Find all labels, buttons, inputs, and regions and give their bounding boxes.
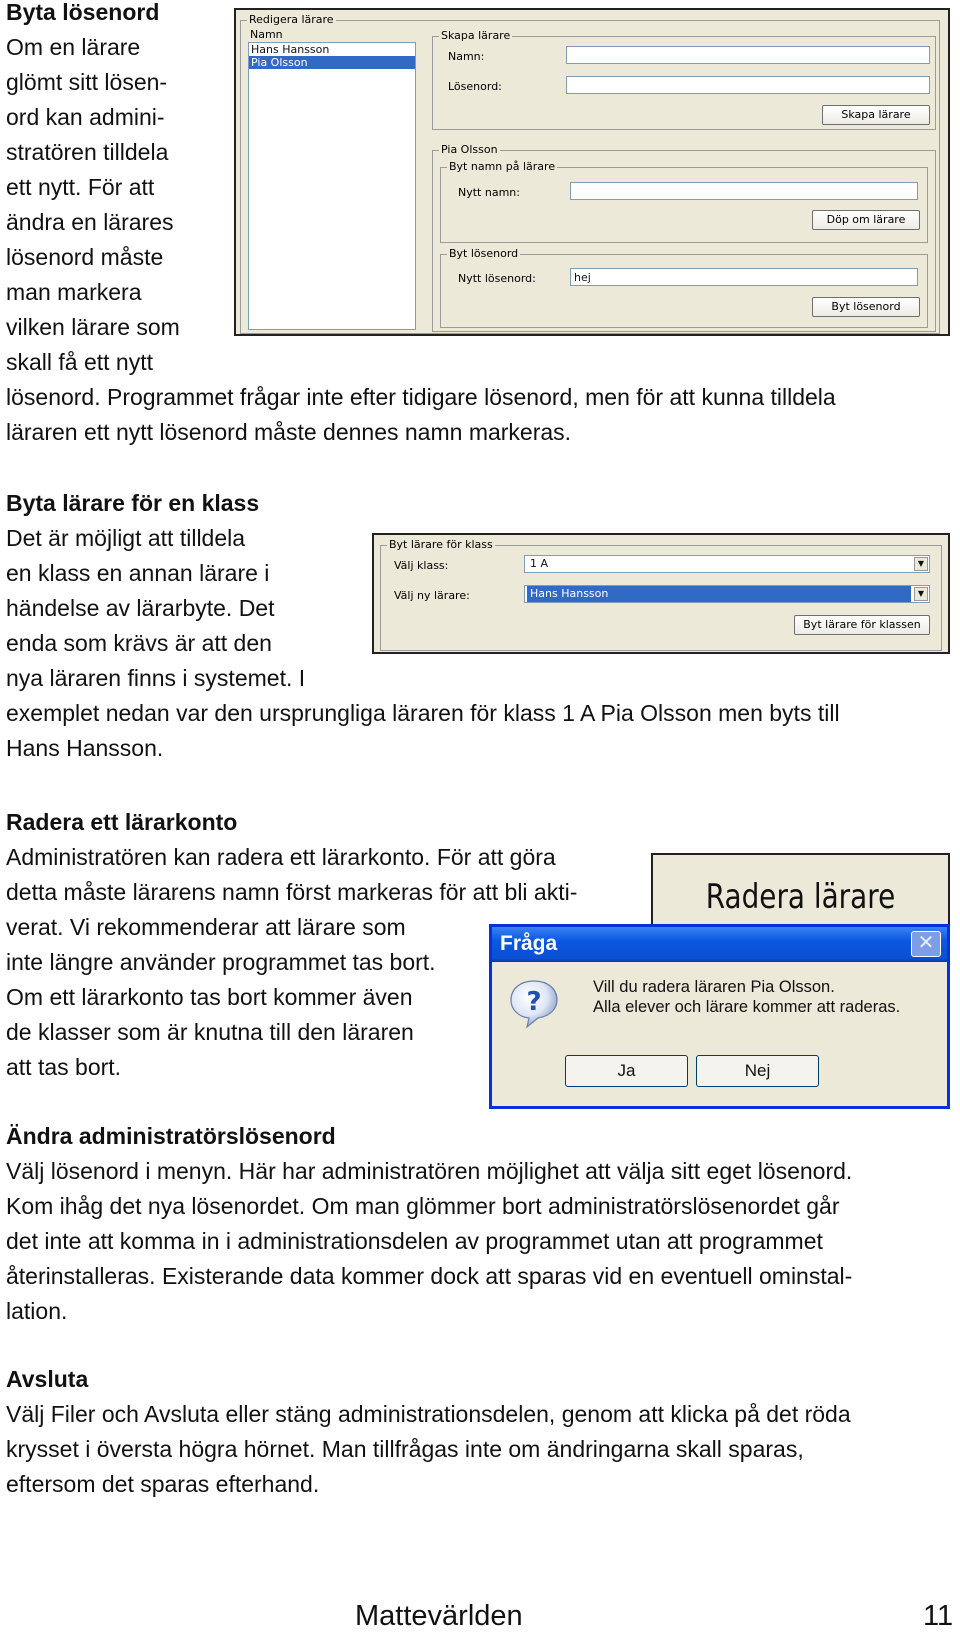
confirm-dialog	[489, 924, 950, 1109]
close-icon[interactable]: ✕	[911, 931, 941, 957]
group-title: Pia Olsson	[441, 143, 498, 156]
dropdown-arrow-icon[interactable]: ▼	[914, 587, 928, 601]
edit-teacher-screenshot	[234, 8, 950, 336]
class-label: Välj klass:	[394, 559, 449, 572]
text-line: lation.	[6, 1298, 68, 1324]
text-line: Det är möjligt att tilldela	[6, 525, 246, 551]
text-line: att tas bort.	[6, 1054, 122, 1080]
text-line: Hans Hansson.	[6, 735, 164, 761]
section-heading: Byta lärare för en klass	[6, 490, 260, 516]
list-item[interactable]: Hans Hansson	[251, 43, 330, 56]
text-line: exemplet nedan var den ursprungliga läraren för klass 1 A Pia Olsson men byts till	[6, 700, 840, 726]
text-line: lösenord måste	[6, 244, 164, 270]
svg-text:?: ?	[526, 987, 542, 1017]
text-line: lösenord. Programmet frågar inte efter tidigare lösenord, men för att kunna tilldela	[6, 384, 836, 410]
text-line: krysset i översta högra hörnet. Man tillfrågas inte om ändringarna skall sparas,	[6, 1436, 804, 1462]
password-field[interactable]	[566, 76, 930, 94]
section-heading: Radera ett lärarkonto	[6, 809, 238, 835]
change-class-teacher-screenshot	[372, 533, 950, 654]
section-body	[6, 1154, 852, 1329]
text-line: detta måste lärarens namn först markeras för att bli akti-	[6, 879, 578, 905]
section-heading: Avsluta	[6, 1366, 89, 1392]
text-line: läraren ett nytt lösenord måste dennes namn markeras.	[6, 419, 572, 445]
rename-button[interactable]: Döp om lärare	[812, 210, 920, 230]
group-title: Byt lösenord	[449, 247, 519, 260]
text-line: nya läraren finns i systemet. I	[6, 665, 306, 691]
class-select[interactable]	[524, 555, 930, 573]
group-title: Redigera lärare	[249, 13, 334, 26]
text-line: ord kan admini-	[6, 104, 165, 130]
text-line: återinstalleras. Existerande data kommer dock att sparas vid en eventuell ominstal-	[6, 1263, 853, 1289]
group-title: Byt namn på lärare	[449, 160, 556, 173]
text-line: Välj Filer och Avsluta eller stäng administrationsdelen, genom att klicka på det röda	[6, 1401, 851, 1427]
teacher-label: Välj ny lärare:	[394, 589, 470, 602]
group-title: Skapa lärare	[441, 29, 511, 42]
delete-teacher-button[interactable]	[651, 853, 950, 935]
text-line: en klass en annan lärare i	[6, 560, 270, 586]
dialog-titlebar[interactable]	[492, 927, 947, 962]
text-line: det inte att komma in i administrationsdelen av programmet utan att programmet	[6, 1228, 823, 1254]
text-line: skall få ett nytt	[6, 349, 154, 375]
text-line: Välj lösenord i menyn. Här har administratören möjlighet att välja sitt eget lösenord.	[6, 1158, 853, 1184]
yes-button[interactable]: Ja	[565, 1055, 688, 1087]
create-teacher-button[interactable]: Skapa lärare	[822, 105, 930, 125]
text-line: inte längre använder programmet tas bort.	[6, 949, 436, 975]
section-heading: Byta lösenord	[6, 0, 160, 25]
change-class-teacher-button[interactable]: Byt lärare för klassen	[794, 615, 930, 635]
delete-teacher-label: Radera lärare	[705, 877, 896, 917]
list-item-selected[interactable]: Pia Olsson	[249, 56, 415, 69]
text-line: man markera	[6, 279, 142, 305]
text-line: Om en lärare	[6, 34, 141, 60]
no-button[interactable]: Nej	[696, 1055, 819, 1087]
footer-brand: Mattevärlden	[355, 1600, 523, 1632]
text-line: Om ett lärarkonto tas bort kommer även	[6, 984, 413, 1010]
text-line: glömt sitt lösen-	[6, 69, 168, 95]
new-password-label: Nytt lösenord:	[458, 272, 536, 285]
page-number: 11	[923, 1600, 954, 1632]
teacher-select-value: Hans Hansson	[527, 586, 911, 602]
rename-group	[440, 160, 928, 243]
question-icon	[507, 977, 561, 1031]
text-line: verat. Vi rekommenderar att lärare som	[6, 914, 406, 940]
class-select-value: 1 A	[530, 557, 549, 570]
text-line: stratören tilldela	[6, 139, 169, 165]
text-line: händelse av lärarbyte. Det	[6, 595, 275, 621]
name-label: Namn:	[448, 50, 485, 63]
list-header: Namn	[250, 28, 283, 41]
text-line: de klasser som är knutna till den läraren	[6, 1019, 414, 1045]
section-heading: Ändra administratörslösenord	[6, 1123, 336, 1149]
dialog-title: Fråga	[500, 932, 558, 955]
teacher-select[interactable]	[524, 585, 930, 603]
name-field[interactable]	[566, 46, 930, 64]
dropdown-arrow-icon[interactable]: ▼	[914, 557, 928, 571]
new-name-label: Nytt namn:	[458, 186, 520, 199]
teacher-list[interactable]	[248, 42, 416, 330]
text-line: Administratören kan radera ett lärarkonto. För att göra	[6, 844, 556, 870]
text-line: eftersom det sparas efterhand.	[6, 1471, 320, 1497]
text-line: ett nytt. För att	[6, 174, 155, 200]
new-password-field[interactable]: hej	[570, 268, 918, 286]
group-title: Byt lärare för klass	[389, 538, 493, 551]
section-body	[6, 1397, 851, 1502]
text-line: vilken lärare som	[6, 314, 180, 340]
dialog-message-line: Vill du radera läraren Pia Olsson.	[593, 978, 835, 996]
change-password-button[interactable]: Byt lösenord	[812, 297, 920, 317]
text-line: Kom ihåg det nya lösenordet. Om man glömmer bort administratörslösenordet går	[6, 1193, 840, 1219]
text-line: ändra en lärares	[6, 209, 174, 235]
dialog-message-line: Alla elever och lärare kommer att raderas.	[593, 998, 901, 1016]
password-label: Lösenord:	[448, 80, 502, 93]
text-line: enda som krävs är att den	[6, 630, 272, 656]
new-name-field[interactable]	[570, 182, 918, 200]
